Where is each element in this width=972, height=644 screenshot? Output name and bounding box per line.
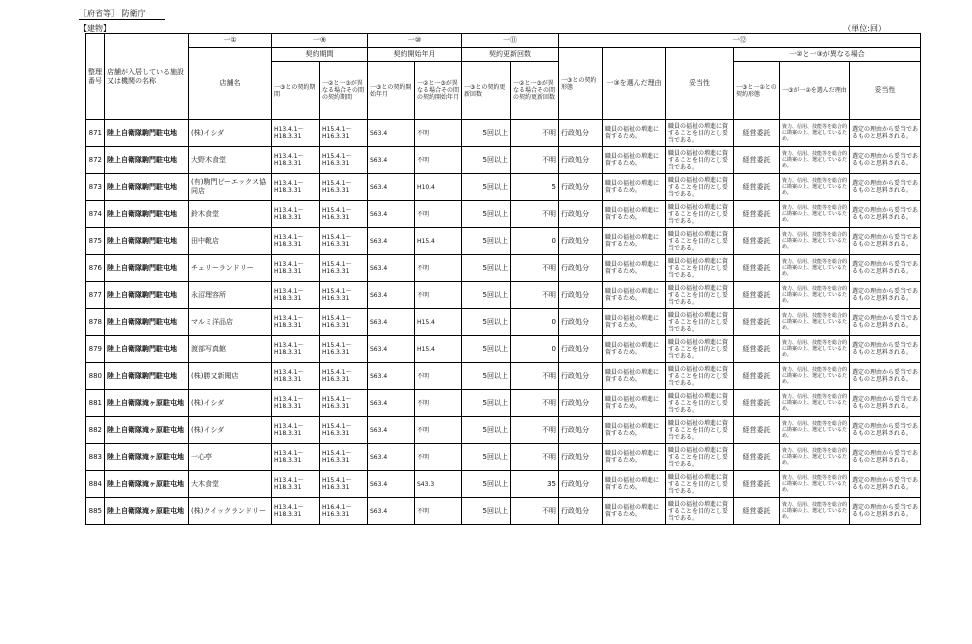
start23-cell: 不明 [415, 147, 462, 174]
start3-cell: S63.4 [368, 147, 415, 174]
form3-cell: 行政処分 [559, 255, 603, 282]
table-row [86, 390, 921, 417]
row-number: 882 [86, 417, 105, 444]
validity2-cell: 選定の理由から妥当であるものと思料される。 [850, 255, 921, 282]
row-number: 874 [86, 201, 105, 228]
row-number: 883 [86, 444, 105, 471]
validity2-cell: 選定の理由から妥当であるものと思料される。 [850, 228, 921, 255]
validity2-cell: 選定の理由から妥当であるものと思料される。 [850, 444, 921, 471]
validity-cell: 職員の福祉の増進に資することを目的とし妥当である。 [666, 471, 734, 498]
start23-cell: 不明 [415, 363, 462, 390]
period23-cell: H15.4.1～ H16.3.31 [320, 363, 368, 390]
table-row [86, 255, 921, 282]
renew23-cell: 不明 [511, 498, 559, 525]
facility-cell: 陸上自衛隊駒門駐屯地 [105, 282, 189, 309]
facility-header: 店舗が入居している施設又は機関の名称 [105, 34, 189, 120]
unit-label: （単位:回） [843, 24, 886, 33]
form2-cell: 経営委託 [734, 201, 780, 228]
validity-cell: 職員の福祉の増進に資することを目的とし妥当である。 [666, 309, 734, 336]
form2-cell: 経営委託 [734, 228, 780, 255]
renew23-cell: 不明 [511, 417, 559, 444]
reason3-cell: 職員の福祉の増進に資するため。 [603, 390, 666, 417]
reason3-cell: 職員の福祉の増進に資するため。 [603, 471, 666, 498]
start3-cell: S63.4 [368, 228, 415, 255]
validity2-cell: 選定の理由から妥当であるものと思料される。 [850, 282, 921, 309]
row-number: 878 [86, 309, 105, 336]
group-11-header: 一⑪ [462, 34, 559, 48]
validity2-cell: 選定の理由から妥当であるものと思料される。 [850, 120, 921, 147]
validity2-cell: 選定の理由から妥当であるものと思料される。 [850, 363, 921, 390]
validity2-cell: 選定の理由から妥当であるものと思料される。 [850, 336, 921, 363]
renew3-cell: 5回以上 [462, 174, 511, 201]
period23-cell: H15.4.1～ H16.3.31 [320, 174, 368, 201]
reason2-cell: 資力、信用、技能等を総合的に勘案の上、選定しているため。 [780, 471, 850, 498]
validity-cell: 職員の福祉の増進に資することを目的とし妥当である。 [666, 390, 734, 417]
period3-cell: H13.4.1～ H18.3.31 [272, 498, 320, 525]
reason2-cell: 資力、信用、技能等を総合的に勘案の上、選定しているため。 [780, 282, 850, 309]
row-number: 875 [86, 228, 105, 255]
reason3-cell: 職員の福祉の増進に資するため。 [603, 444, 666, 471]
renew3-cell: 5回以上 [462, 282, 511, 309]
reason3-cell: 職員の福祉の増進に資するため。 [603, 498, 666, 525]
validity-cell: 職員の福祉の増進に資することを目的とし妥当である。 [666, 444, 734, 471]
row-number: 873 [86, 174, 105, 201]
facility-cell: 陸上自衛隊駒門駐屯地 [105, 147, 189, 174]
row-number: 876 [86, 255, 105, 282]
start23-cell: S43.3 [415, 471, 462, 498]
shop-name-cell: 鈴木食堂 [189, 201, 272, 228]
table-row [86, 444, 921, 471]
form3-header: 一③との契約形態 [559, 48, 603, 120]
renew3-cell: 5回以上 [462, 471, 511, 498]
shop-header: 店舗名 [189, 48, 272, 120]
validity-cell: 職員の福祉の増進に資することを目的とし妥当である。 [666, 201, 734, 228]
table-row [86, 471, 921, 498]
reason3-cell: 職員の福祉の増進に資するため。 [603, 120, 666, 147]
period23-header: 一②と一③が異なる場合その間の契約期間 [320, 62, 368, 120]
validity-cell: 職員の福祉の増進に資することを目的とし妥当である。 [666, 120, 734, 147]
validity2-cell: 選定の理由から妥当であるものと思料される。 [850, 390, 921, 417]
reason3-cell: 職員の福祉の増進に資するため。 [603, 336, 666, 363]
period23-cell: H16.4.1～ H16.3.31 [320, 498, 368, 525]
start23-cell: H15.4 [415, 228, 462, 255]
validity-cell: 職員の福祉の増進に資することを目的とし妥当である。 [666, 336, 734, 363]
validity-cell: 職員の福祉の増進に資することを目的とし妥当である。 [666, 174, 734, 201]
validity2-cell: 選定の理由から妥当であるものと思料される。 [850, 201, 921, 228]
start3-cell: S63.4 [368, 471, 415, 498]
form2-cell: 経営委託 [734, 120, 780, 147]
form3-cell: 行政処分 [559, 309, 603, 336]
start3-cell: S63.4 [368, 390, 415, 417]
row-number: 871 [86, 120, 105, 147]
renew3-cell: 5回以上 [462, 417, 511, 444]
row-number: 880 [86, 363, 105, 390]
renew23-cell: 不明 [511, 444, 559, 471]
validity2-cell: 選定の理由から妥当であるものと思料される。 [850, 498, 921, 525]
renew3-cell: 5回以上 [462, 201, 511, 228]
renew23-cell: 不明 [511, 201, 559, 228]
row-number: 872 [86, 147, 105, 174]
reason2-cell: 資力、信用、技能等を総合的に勘案の上、選定しているため。 [780, 120, 850, 147]
form3-cell: 行政処分 [559, 444, 603, 471]
renew3-cell: 5回以上 [462, 444, 511, 471]
period23-cell: H15.4.1～ H16.3.31 [320, 147, 368, 174]
row-number: 884 [86, 471, 105, 498]
period23-cell: H15.4.1～ H16.3.31 [320, 120, 368, 147]
form2-cell: 経営委託 [734, 174, 780, 201]
shop-name-cell: (株)イシダ [189, 390, 272, 417]
validity-cell: 職員の福祉の増進に資することを目的とし妥当である。 [666, 255, 734, 282]
reason-diff-header: 一③が一②を選んだ理由 [780, 62, 850, 120]
period3-cell: H13.4.1～ H18.3.31 [272, 309, 320, 336]
reason3-cell: 職員の福祉の増進に資するため。 [603, 282, 666, 309]
start23-cell: 不明 [415, 444, 462, 471]
renew23-cell: 不明 [511, 120, 559, 147]
form2-cell: 経営委託 [734, 309, 780, 336]
renew3-cell: 5回以上 [462, 498, 511, 525]
period23-cell: H15.4.1～ H16.3.31 [320, 282, 368, 309]
start23-header: 一②と一③が異なる場合その間の契約開始年月 [415, 62, 462, 120]
period23-cell: H15.4.1～ H16.3.31 [320, 336, 368, 363]
renew3-cell: 5回以上 [462, 255, 511, 282]
reason2-cell: 資力、信用、技能等を総合的に勘案の上、選定しているため。 [780, 201, 850, 228]
validity2-cell: 選定の理由から妥当であるものと思料される。 [850, 471, 921, 498]
period23-cell: H15.4.1～ H16.3.31 [320, 390, 368, 417]
start3-cell: S63.4 [368, 201, 415, 228]
form2-cell: 経営委託 [734, 336, 780, 363]
table-row [86, 228, 921, 255]
period23-cell: H15.4.1～ H16.3.31 [320, 255, 368, 282]
form2-cell: 経営委託 [734, 498, 780, 525]
reason3-cell: 職員の福祉の増進に資するため。 [603, 255, 666, 282]
period23-cell: H15.4.1～ H16.3.31 [320, 471, 368, 498]
facility-cell: 陸上自衛隊駒門駐屯地 [105, 336, 189, 363]
start3-cell: S63.4 [368, 444, 415, 471]
start3-cell: S63.4 [368, 363, 415, 390]
renew3-cell: 5回以上 [462, 120, 511, 147]
reason2-cell: 資力、信用、技能等を総合的に勘案の上、選定しているため。 [780, 390, 850, 417]
period3-header: 一③との契約期間 [272, 62, 320, 120]
shop-name-cell: 大野木食堂 [189, 147, 272, 174]
form3-cell: 行政処分 [559, 174, 603, 201]
period3-cell: H13.4.1～ H18.3.31 [272, 228, 320, 255]
contract-start-header: 契約開始年月 [368, 48, 462, 62]
form3-cell: 行政処分 [559, 498, 603, 525]
table-row [86, 417, 921, 444]
facility-cell: 陸上自衛隊滝ヶ原駐屯地 [105, 471, 189, 498]
facility-cell: 陸上自衛隊駒門駐屯地 [105, 174, 189, 201]
contract-period-header: 契約期間 [272, 48, 368, 62]
facility-cell: 陸上自衛隊駒門駐屯地 [105, 255, 189, 282]
start23-cell: 不明 [415, 255, 462, 282]
period3-cell: H13.4.1～ H18.3.31 [272, 471, 320, 498]
start23-cell: H15.4 [415, 336, 462, 363]
shop-name-cell: 大木食堂 [189, 471, 272, 498]
renew3-cell: 5回以上 [462, 336, 511, 363]
form3-cell: 行政処分 [559, 417, 603, 444]
validity2-cell: 選定の理由から妥当であるものと思料される。 [850, 147, 921, 174]
period23-cell: H15.4.1～ H16.3.31 [320, 228, 368, 255]
reason2-cell: 資力、信用、技能等を総合的に勘案の上、選定しているため。 [780, 498, 850, 525]
form3-cell: 行政処分 [559, 201, 603, 228]
renew3-header: 一③との契約更新回数 [462, 62, 511, 120]
shop-name-cell: (株)イシダ [189, 417, 272, 444]
form3-cell: 行政処分 [559, 390, 603, 417]
table-row [86, 498, 921, 525]
form2-cell: 経営委託 [734, 147, 780, 174]
form3-cell: 行政処分 [559, 363, 603, 390]
facility-cell: 陸上自衛隊駒門駐屯地 [105, 228, 189, 255]
period3-cell: H13.4.1～ H18.3.31 [272, 444, 320, 471]
renew23-cell: 35 [511, 471, 559, 498]
form3-cell: 行政処分 [559, 282, 603, 309]
period3-cell: H13.4.1～ H18.3.31 [272, 390, 320, 417]
reason2-cell: 資力、信用、技能等を総合的に勘案の上、選定しているため。 [780, 255, 850, 282]
validity2-cell: 選定の理由から妥当であるものと思料される。 [850, 174, 921, 201]
period3-cell: H13.4.1～ H18.3.31 [272, 417, 320, 444]
period23-cell: H15.4.1～ H16.3.31 [320, 201, 368, 228]
period3-cell: H13.4.1～ H18.3.31 [272, 120, 320, 147]
period3-cell: H13.4.1～ H18.3.31 [272, 336, 320, 363]
start23-cell: 不明 [415, 417, 462, 444]
validity-cell: 職員の福祉の増進に資することを目的とし妥当である。 [666, 363, 734, 390]
period23-cell: H15.4.1～ H16.3.31 [320, 417, 368, 444]
period3-cell: H13.4.1～ H18.3.31 [272, 363, 320, 390]
validity-header: 妥当性 [666, 48, 734, 120]
period23-cell: H15.4.1～ H16.3.31 [320, 444, 368, 471]
reason2-cell: 資力、信用、技能等を総合的に勘案の上、選定しているため。 [780, 309, 850, 336]
form2-cell: 経営委託 [734, 255, 780, 282]
form3-cell: 行政処分 [559, 471, 603, 498]
validity-cell: 職員の福祉の増進に資することを目的とし妥当である。 [666, 147, 734, 174]
reason2-cell: 資力、信用、技能等を総合的に勘案の上、選定しているため。 [780, 228, 850, 255]
table-row [86, 363, 921, 390]
reason2-cell: 資力、信用、技能等を総合的に勘案の上、選定しているため。 [780, 417, 850, 444]
group-9-header: 一⑨ [272, 34, 368, 48]
shop-name-cell: (有)駒門ピーエックス協同店 [189, 174, 272, 201]
form2-cell: 経営委託 [734, 417, 780, 444]
start23-cell: H15.4 [415, 309, 462, 336]
renew3-cell: 5回以上 [462, 309, 511, 336]
table-row [86, 336, 921, 363]
facility-cell: 陸上自衛隊駒門駐屯地 [105, 363, 189, 390]
no-header: 整理番号 [86, 34, 105, 120]
validity2-header: 妥当性 [850, 62, 921, 120]
reason3-cell: 職員の福祉の増進に資するため。 [603, 228, 666, 255]
start23-cell: H10.4 [415, 174, 462, 201]
renew3-cell: 5回以上 [462, 147, 511, 174]
contract-table [85, 33, 921, 525]
form2-cell: 経営委託 [734, 390, 780, 417]
renew23-cell: 不明 [511, 390, 559, 417]
shop-name-cell: 田中靴店 [189, 228, 272, 255]
table-row [86, 147, 921, 174]
validity-cell: 職員の福祉の増進に資することを目的とし妥当である。 [666, 498, 734, 525]
renew23-cell: 不明 [511, 255, 559, 282]
start23-cell: 不明 [415, 120, 462, 147]
reason3-cell: 職員の福祉の増進に資するため。 [603, 417, 666, 444]
reason2-cell: 資力、信用、技能等を総合的に勘案の上、選定しているため。 [780, 363, 850, 390]
start23-cell: 不明 [415, 201, 462, 228]
reason2-cell: 資力、信用、技能等を総合的に勘案の上、選定しているため。 [780, 336, 850, 363]
renew3-cell: 5回以上 [462, 390, 511, 417]
form2-cell: 経営委託 [734, 471, 780, 498]
table-row [86, 309, 921, 336]
validity-cell: 職員の福祉の増進に資することを目的とし妥当である。 [666, 282, 734, 309]
validity2-cell: 選定の理由から妥当であるものと思料される。 [850, 417, 921, 444]
shop-name-cell: 一心亭 [189, 444, 272, 471]
period3-cell: H13.4.1～ H18.3.31 [272, 174, 320, 201]
table-row [86, 120, 921, 147]
facility-cell: 陸上自衛隊滝ヶ原駐屯地 [105, 417, 189, 444]
validity2-cell: 選定の理由から妥当であるものと思料される。 [850, 309, 921, 336]
start3-cell: S63.4 [368, 336, 415, 363]
form3-cell: 行政処分 [559, 336, 603, 363]
facility-cell: 陸上自衛隊駒門駐屯地 [105, 309, 189, 336]
reason3-cell: 職員の福祉の増進に資するため。 [603, 363, 666, 390]
renew3-cell: 5回以上 [462, 363, 511, 390]
shop-name-cell: (株)イシダ [189, 120, 272, 147]
renew3-cell: 5回以上 [462, 228, 511, 255]
facility-cell: 陸上自衛隊滝ヶ原駐屯地 [105, 444, 189, 471]
reason3-cell: 職員の福祉の増進に資するため。 [603, 201, 666, 228]
table-row [86, 174, 921, 201]
shop-name-cell: チェリーランドリー [189, 255, 272, 282]
start3-cell: S63.4 [368, 498, 415, 525]
table-row [86, 282, 921, 309]
row-number: 879 [86, 336, 105, 363]
category-label: 【建物】 [79, 24, 111, 33]
shop-name-cell: 渡部写真館 [189, 336, 272, 363]
group-10-header: 一⑩ [368, 34, 462, 48]
validity-cell: 職員の福祉の増進に資することを目的とし妥当である。 [666, 228, 734, 255]
renew23-cell: 不明 [511, 147, 559, 174]
renewal-count-header: 契約更新回数 [462, 48, 559, 62]
row-number: 877 [86, 282, 105, 309]
renew23-cell: 不明 [511, 282, 559, 309]
start3-cell: S63.4 [368, 255, 415, 282]
form2-header: 一③と一②との契約形態 [734, 62, 780, 120]
form2-cell: 経営委託 [734, 363, 780, 390]
reason2-cell: 資力、信用、技能等を総合的に勘案の上、選定しているため。 [780, 147, 850, 174]
start3-header: 一③との契約開始年月 [368, 62, 415, 120]
period23-cell: H15.4.1～ H16.3.31 [320, 309, 368, 336]
renew23-cell: 5 [511, 174, 559, 201]
renew23-cell: 不明 [511, 363, 559, 390]
agency-label: ［府省等］ 防衛庁 [79, 9, 165, 20]
shop-name-cell: (株)クイックランドリー [189, 498, 272, 525]
renew23-cell: 0 [511, 228, 559, 255]
start3-cell: S63.4 [368, 174, 415, 201]
start23-cell: 不明 [415, 390, 462, 417]
shop-name-cell: 永沼理容所 [189, 282, 272, 309]
start23-cell: 不明 [415, 282, 462, 309]
reason3-cell: 職員の福祉の増進に資するため。 [603, 309, 666, 336]
start3-cell: S63.4 [368, 282, 415, 309]
group-12-header: 一⑫ [559, 34, 921, 48]
table-row [86, 201, 921, 228]
period3-cell: H13.4.1～ H18.3.31 [272, 282, 320, 309]
facility-cell: 陸上自衛隊滝ヶ原駐屯地 [105, 390, 189, 417]
start3-cell: S63.4 [368, 417, 415, 444]
reason3-cell: 職員の福祉の増進に資するため。 [603, 174, 666, 201]
start23-cell: 不明 [415, 498, 462, 525]
reason3-header: 一③を選んだ理由 [603, 48, 666, 120]
facility-cell: 陸上自衛隊駒門駐屯地 [105, 201, 189, 228]
row-number: 885 [86, 498, 105, 525]
reason3-cell: 職員の福祉の増進に資するため。 [603, 147, 666, 174]
renew23-header: 一②と一③が異なる場合その間の契約更新回数 [511, 62, 559, 120]
period3-cell: H13.4.1～ H18.3.31 [272, 147, 320, 174]
form2-cell: 経営委託 [734, 444, 780, 471]
shop-name-cell: マルミ洋品店 [189, 309, 272, 336]
form3-cell: 行政処分 [559, 120, 603, 147]
period3-cell: H13.4.1～ H18.3.31 [272, 255, 320, 282]
start3-cell: S63.4 [368, 309, 415, 336]
shop-name-cell: (株)勝又新聞店 [189, 363, 272, 390]
start3-cell: S63.4 [368, 120, 415, 147]
reason2-cell: 資力、信用、技能等を総合的に勘案の上、選定しているため。 [780, 174, 850, 201]
form3-cell: 行政処分 [559, 228, 603, 255]
facility-cell: 陸上自衛隊駒門駐屯地 [105, 120, 189, 147]
form3-cell: 行政処分 [559, 147, 603, 174]
form2-cell: 経営委託 [734, 282, 780, 309]
period3-cell: H13.4.1～ H18.3.31 [272, 201, 320, 228]
renew23-cell: 0 [511, 309, 559, 336]
diff-case-header: 一②と一③が異なる場合 [734, 48, 921, 62]
group-1-header: 一① [189, 34, 272, 48]
reason2-cell: 資力、信用、技能等を総合的に勘案の上、選定しているため。 [780, 444, 850, 471]
row-number: 881 [86, 390, 105, 417]
renew23-cell: 0 [511, 336, 559, 363]
validity-cell: 職員の福祉の増進に資することを目的とし妥当である。 [666, 417, 734, 444]
facility-cell: 陸上自衛隊滝ヶ原駐屯地 [105, 498, 189, 525]
